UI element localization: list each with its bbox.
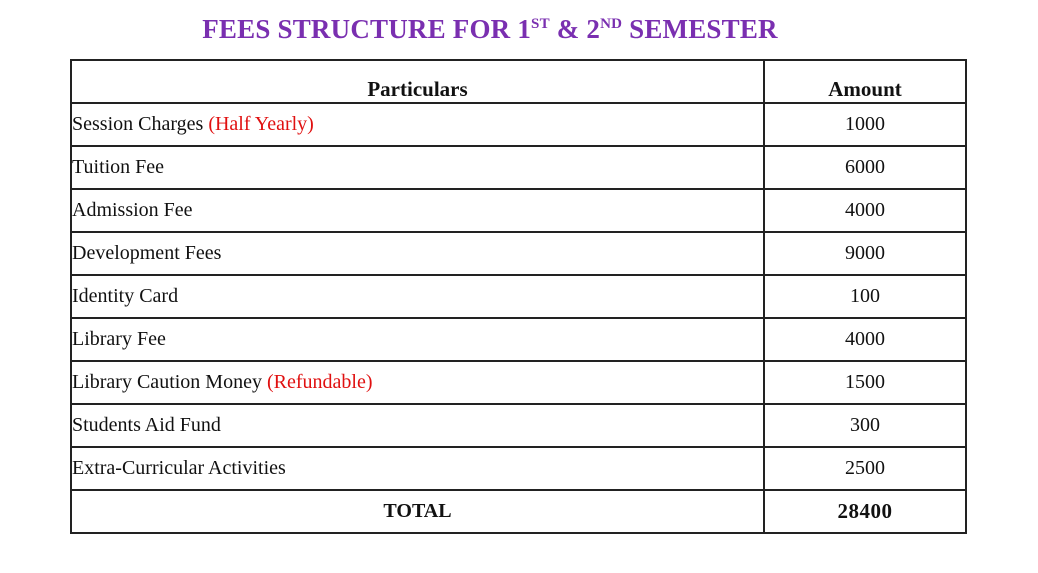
particular-label: Tuition Fee [72,156,165,178]
table-row [71,146,966,189]
particular-cell [71,361,764,404]
total-label: TOTAL [71,490,764,533]
particular-label: Admission Fee [72,199,193,221]
particular-cell [71,318,764,361]
particular-cell [71,447,764,490]
table-row [71,361,966,404]
table-row [71,189,966,232]
amount-cell: 1500 [764,361,966,404]
particular-label: Session Charges [72,113,204,135]
table-row [71,103,966,146]
title-text-2: & 2 [549,14,601,44]
particular-note: (Refundable) [266,371,373,393]
amount-cell: 2500 [764,447,966,490]
header-particulars: Particulars [71,60,764,103]
particular-cell [71,275,764,318]
amount-cell: 300 [764,404,966,447]
particular-label: Library Fee [72,328,166,350]
particular-cell [71,232,764,275]
particular-cell [71,103,764,146]
particular-label: Extra-Curricular Activities [72,457,286,479]
fees-table [70,59,967,534]
amount-cell: 6000 [764,146,966,189]
title-text-3: SEMESTER [622,14,778,44]
amount-cell: 9000 [764,232,966,275]
table-row [71,447,966,490]
total-row [71,490,966,533]
particular-label: Library Caution Money [72,371,262,393]
amount-cell: 4000 [764,189,966,232]
table-row [71,318,966,361]
particular-cell [71,146,764,189]
particular-label: Students Aid Fund [72,414,221,436]
title-text-1: FEES STRUCTURE FOR 1 [202,14,532,44]
total-amount: 28400 [764,490,966,533]
header-amount: Amount [764,60,966,103]
title-superscript-nd: ND [600,16,623,32]
particular-label: Identity Card [72,285,179,307]
table-row [71,275,966,318]
particular-note: (Half Yearly) [208,113,314,135]
particular-cell [71,404,764,447]
table-row [71,232,966,275]
page-title [0,14,980,45]
amount-cell: 1000 [764,103,966,146]
table-row [71,404,966,447]
amount-cell: 100 [764,275,966,318]
header-row [71,60,966,103]
amount-cell: 4000 [764,318,966,361]
particular-label: Development Fees [72,242,222,264]
particular-cell [71,189,764,232]
title-superscript-st: ST [531,16,550,32]
